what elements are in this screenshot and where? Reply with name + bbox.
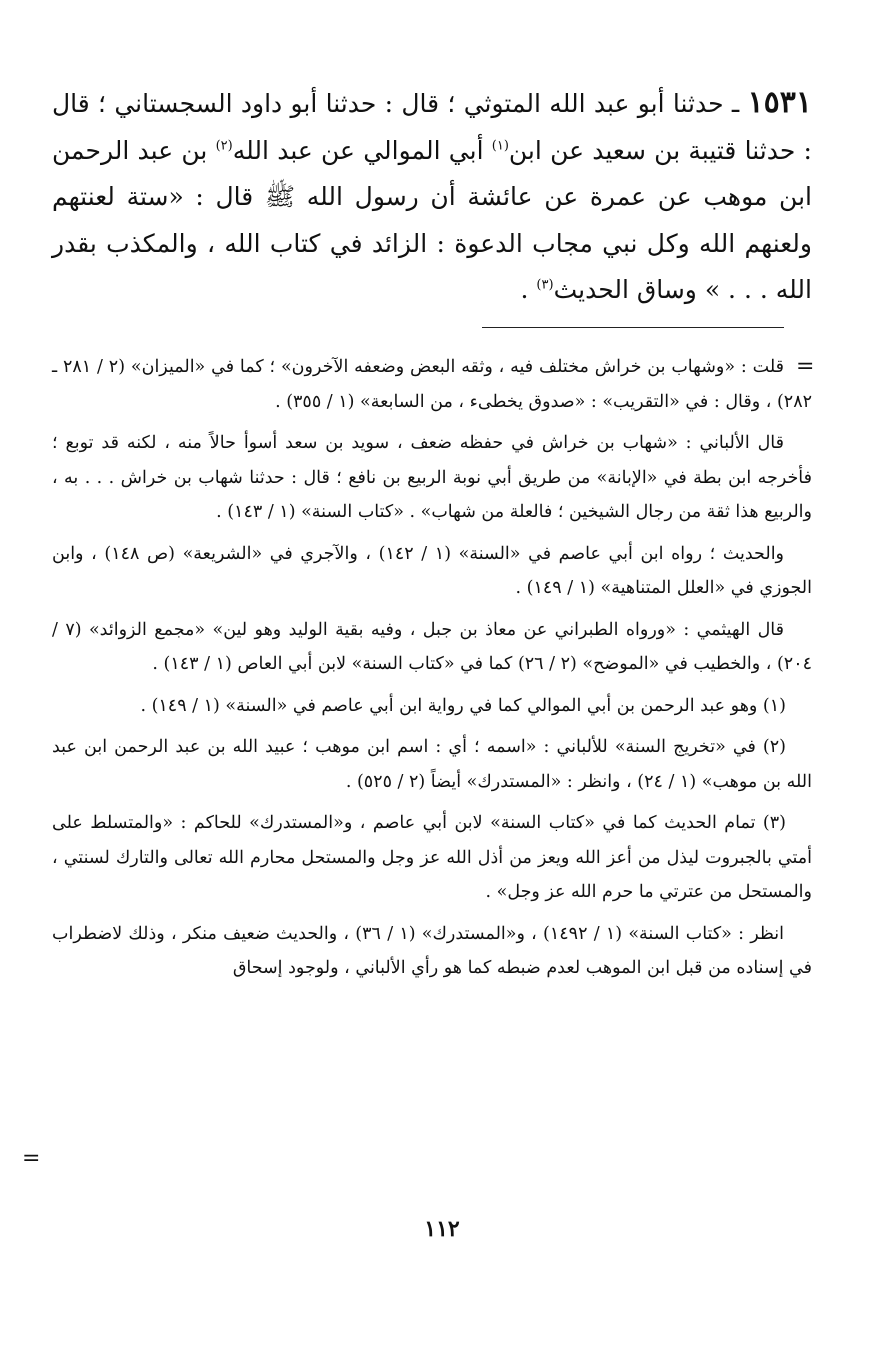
hadith-text-part-4: . bbox=[520, 275, 537, 304]
footnote-ref-3: (٣) bbox=[536, 277, 554, 293]
hadith-text-part-3: بن عبد الرحمن ابن موهب عن عمرة عن عائشة أن رسول الله ﷺ قال : «ستة لعنتهم ولعنهم الله وكل نبي مجاب الدعوة : الزائد في كتاب الله ، والمكذب بقدر الله . . . » وساق الحديث bbox=[52, 135, 812, 304]
footnote-3: (٣) تمام الحديث كما في «كتاب السنة» لابن أبي عاصم ، و«المستدرك» للحاكم : «والمتسلط على أمتي بالجبروت ليذل من أعز الله ويعز من أذل الله عز وجل والمستحل محارم الله تعالى والتارك لسنتي ، والمستحل من عترتي ما حرم الله عز وجل» . bbox=[52, 813, 812, 902]
hadith-text bbox=[52, 80, 812, 314]
footnote-ref-1: (١) bbox=[491, 138, 509, 154]
continuation-mark-top: = bbox=[796, 354, 815, 379]
continuation-mark-bottom: = bbox=[22, 1146, 41, 1171]
footnote-ref-2: (٢) bbox=[215, 138, 233, 154]
hadith-text-part-1: ـ حدثنا أبو عبد الله المتوثي ؛ قال : حدثنا أبو داود السجستاني ؛ قال : حدثنا قتيبة بن سعيد عن ابن bbox=[52, 89, 812, 165]
footnote-1: (١) وهو عبد الرحمن بن أبي الموالي كما في رواية ابن أبي عاصم في «السنة» (١ / ١٤٩) . bbox=[140, 695, 786, 716]
footnote-continuation-paragraph: قلت : «وشهاب بن خراش مختلف فيه ، وثقه البعض وضعفه الآخرون» ؛ كما في «الميزان» (٢ / ٢٨١ ـ ٢٨٢) ، وقال : في «التقريب» : «صدوق يخطىء ، من السابعة» (١ / ٣٥٥) . bbox=[52, 357, 812, 412]
footnote-continuation-paragraph: والحديث ؛ رواه ابن أبي عاصم في «السنة» (١ / ١٤٢) ، والآجري في «الشريعة» (ص ١٤٨) ، وابن الجوزي في «العلل المتناهية» (١ / ١٤٩) . bbox=[52, 543, 812, 598]
footnote-separator bbox=[482, 327, 784, 328]
footnote-2: (٢) في «تخريج السنة» للألباني : «اسمه ؛ أي : اسم ابن موهب ؛ عبيد الله بن عبد الرحمن ابن عبد الله بن موهب» (١ / ٢٤) ، وانظر : «المستدرك» أيضاً (٢ / ٥٢٥) . bbox=[52, 737, 812, 792]
footnote-continuation-paragraph: قال الهيثمي : «ورواه الطبراني عن معاذ بن جبل ، وفيه بقية الوليد وهو لين» «مجمع الزوائد» (٧ / ٢٠٤) ، والخطيب في «الموضح» (٢ / ٢٦) كما في «كتاب السنة» لابن أبي العاص (١ / ١٤٣) . bbox=[52, 619, 812, 674]
page-number: ١١٢ bbox=[424, 1216, 460, 1242]
hadith-text-part-2: أبي الموالي عن عبد الله bbox=[232, 135, 492, 165]
hadith-number: ١٥٣١ bbox=[747, 85, 812, 120]
footnote-continuation-paragraph: قال الألباني : «شهاب بن خراش في حفظه ضعف ، سويد بن سعد أسوأ حالاً منه ، لكنه قد توبع ؛ فأخرجه ابن بطة في «الإبانة» من طريق أبي نوبة الربيع بن نافع ؛ قال : حدثنا شهاب بن خراش . . . به ، والربيع هذا ثقة من رجال الشيخين ؛ فالعلة من شهاب» . «كتاب السنة» (١ / ١٤٣) . bbox=[52, 433, 812, 522]
footnote-closing-paragraph: انظر : «كتاب السنة» (١ / ١٤٩٢) ، و«المستدرك» (١ / ٣٦) ، والحديث ضعيف منكر ، وذلك لاضطراب في إسناده من قبل ابن الموهب لعدم ضبطه كما هو رأي الألباني ، ولوجود إسحاق bbox=[52, 923, 812, 978]
footnotes-section bbox=[52, 350, 815, 993]
